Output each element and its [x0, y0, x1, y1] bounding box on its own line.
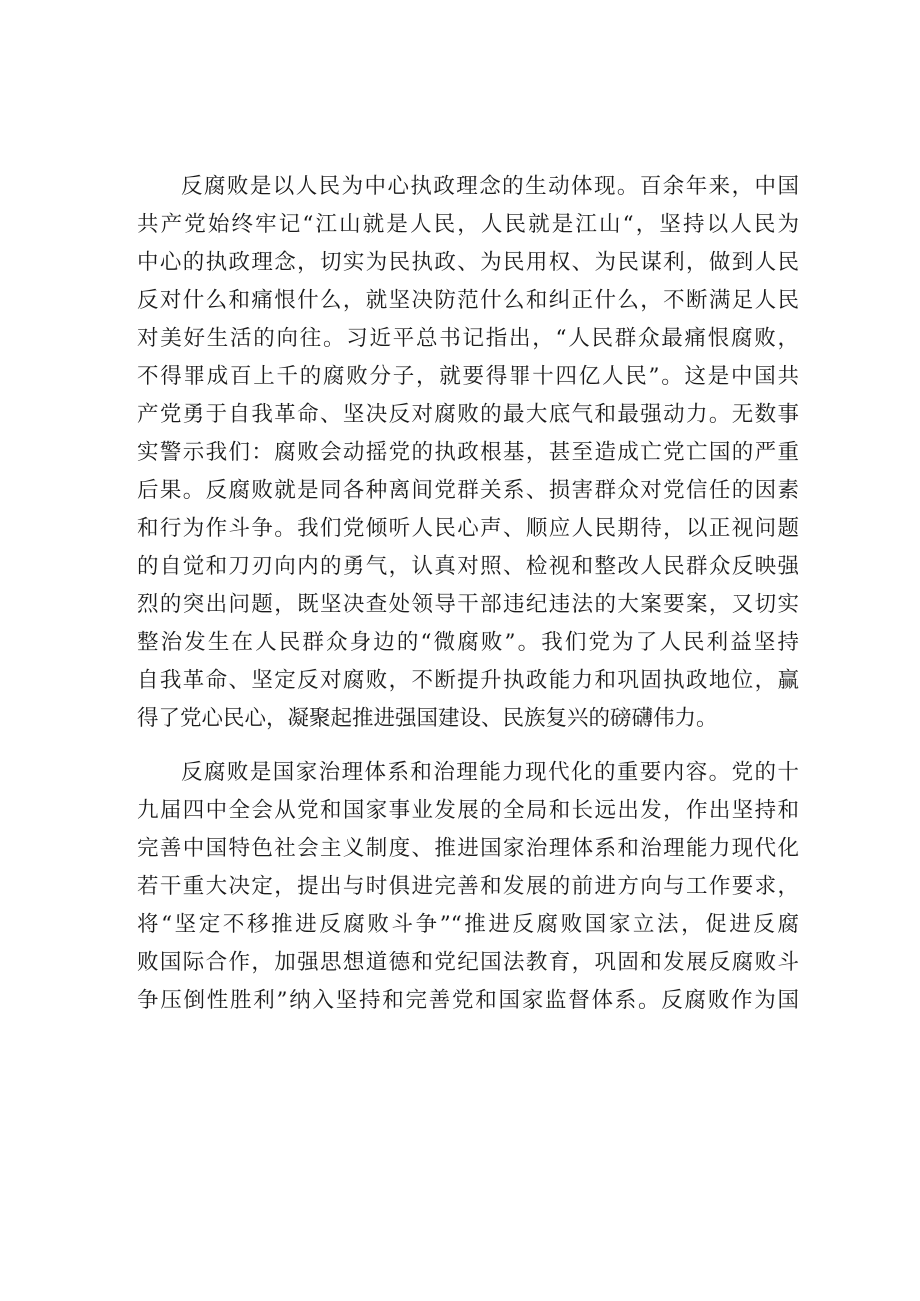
text-line: 烈的突出问题，既坚决查处领导干部违纪违法的大案要案，又切实: [137, 592, 799, 617]
text-line: 败国际合作，加强思想道德和党纪国法教育，巩固和发展反腐败斗: [137, 950, 799, 975]
paragraph-spacer: [137, 738, 799, 754]
text-line: 反腐败是国家治理体系和治理能力现代化的重要内容。党的十: [181, 760, 799, 785]
text-line: 产党勇于自我革命、坚决反对腐败的最大底气和最强动力。无数事: [137, 402, 799, 427]
text-line: 实警示我们：腐败会动摇党的执政根基，甚至造成亡党亡国的严重: [137, 440, 799, 465]
text-line: 的自觉和刀刃向内的勇气，认真对照、检视和整改人民群众反映强: [137, 554, 799, 579]
text-line: 共产党始终牢记“江山就是人民，人民就是江山“，坚持以人民为: [137, 212, 799, 237]
text-line: 完善中国特色社会主义制度、推进国家治理体系和治理能力现代化: [137, 836, 799, 861]
text-line: 得了党心民心，凝聚起推进强国建设、民族复兴的磅礴伟力。: [137, 706, 718, 731]
text-line: 若干重大决定，提出与时俱进完善和发展的前进方向与工作要求，: [137, 874, 799, 899]
text-line: 反对什么和痛恨什么，就坚决防范什么和纠正什么，不断满足人民: [137, 288, 799, 313]
text-line: 九届四中全会从党和国家事业发展的全局和长远出发，作出坚持和: [137, 798, 799, 823]
text-line: 将“坚定不移推进反腐败斗争”“推进反腐败国家立法，促进反腐: [137, 912, 799, 937]
text-line: 反腐败是以人民为中心执政理念的生动体现。百余年来，中国: [181, 174, 799, 199]
text-line: 中心的执政理念，切实为民执政、为民用权、为民谋利，做到人民: [137, 250, 799, 275]
text-line: 后果。反腐败就是同各种离间党群关系、损害群众对党信任的因素: [137, 478, 799, 503]
text-line: 和行为作斗争。我们党倾听人民心声、顺应人民期待，以正视问题: [137, 516, 799, 541]
text-line: 对美好生活的向往。习近平总书记指出，“人民群众最痛恨腐败，: [137, 326, 799, 351]
text-line: 不得罪成百上千的腐败分子，就要得罪十四亿人民”。这是中国共: [137, 364, 799, 389]
document-body: [137, 168, 799, 1020]
paragraph-1: [137, 168, 799, 738]
text-line: 争压倒性胜利”纳入坚持和完善党和国家监督体系。反腐败作为国: [137, 988, 799, 1013]
paragraph-2: [137, 754, 799, 1020]
text-line: 自我革命、坚定反对腐败，不断提升执政能力和巩固执政地位，赢: [137, 668, 799, 693]
text-line: 整治发生在人民群众身边的“微腐败”。我们党为了人民利益坚持: [137, 630, 799, 655]
